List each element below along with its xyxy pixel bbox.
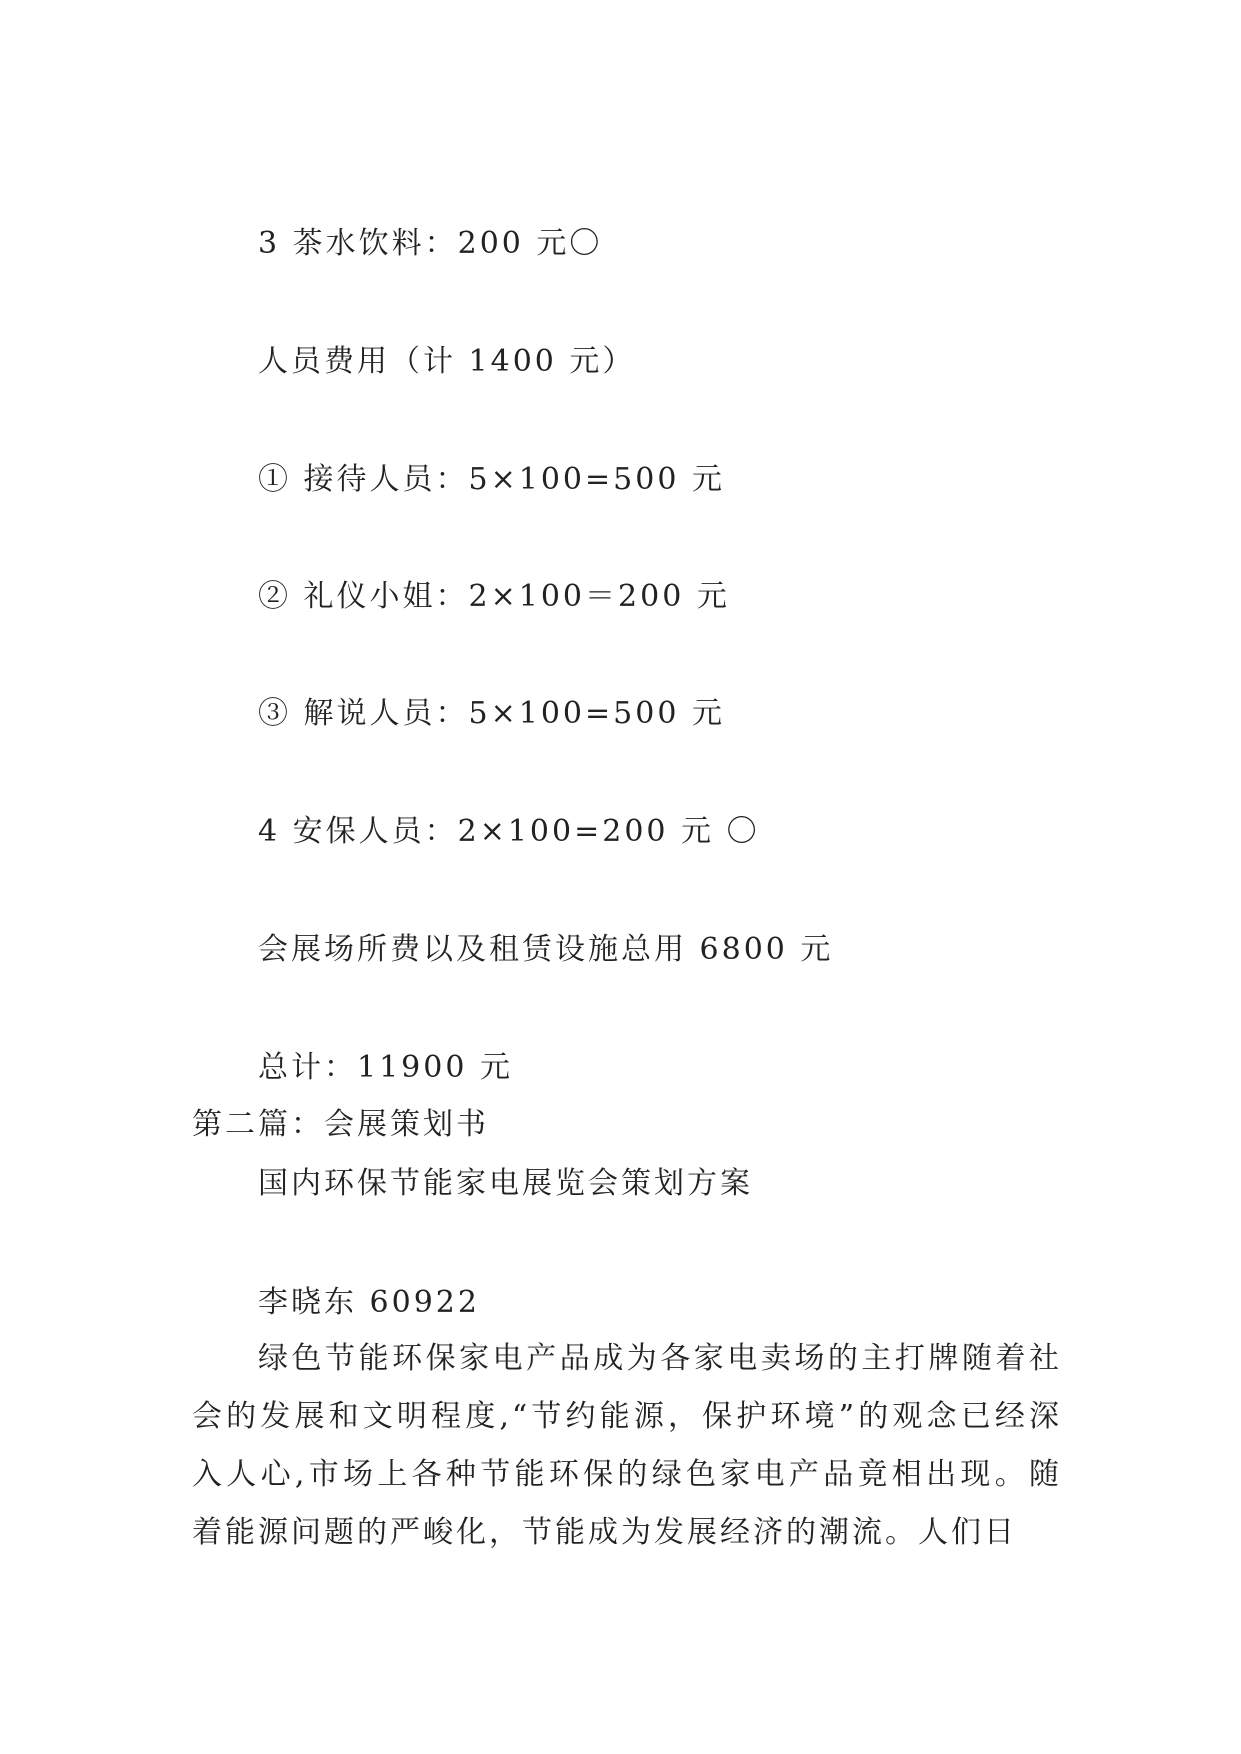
cost-item-security: 4 安保人员：2×100=200 元 〇: [258, 814, 760, 849]
body-paragraph: 绿色节能环保家电产品成为各家电卖场的主打牌随着社会的发展和文明程度,“节约能源，保护环境”的观念已经深入人心,市场上各种节能环保的绿色家电产品竟相出现。随着能源问题的严峻化，节能成为发展经济的潮流。人们日: [192, 1341, 1062, 1550]
chapter-heading: 第二篇：会展策划书: [192, 1107, 489, 1142]
cost-item-guides: ③ 解说人员：5×100=500 元: [258, 696, 725, 731]
cost-total: 总计：11900 元: [258, 1050, 513, 1085]
cost-item-venue: 会展场所费以及租赁设施总用 6800 元: [258, 932, 834, 967]
cost-item-drinks: 3 茶水饮料：200 元〇: [258, 226, 603, 261]
cost-item-etiquette: ② 礼仪小姐：2×100＝200 元: [258, 579, 730, 614]
cost-item-reception: ① 接待人员：5×100=500 元: [258, 462, 725, 497]
author-line: 李晓东 60922: [258, 1285, 480, 1320]
document-title: 国内环保节能家电展览会策划方案: [258, 1166, 753, 1201]
cost-section-staff: 人员费用（计 1400 元）: [258, 344, 636, 379]
